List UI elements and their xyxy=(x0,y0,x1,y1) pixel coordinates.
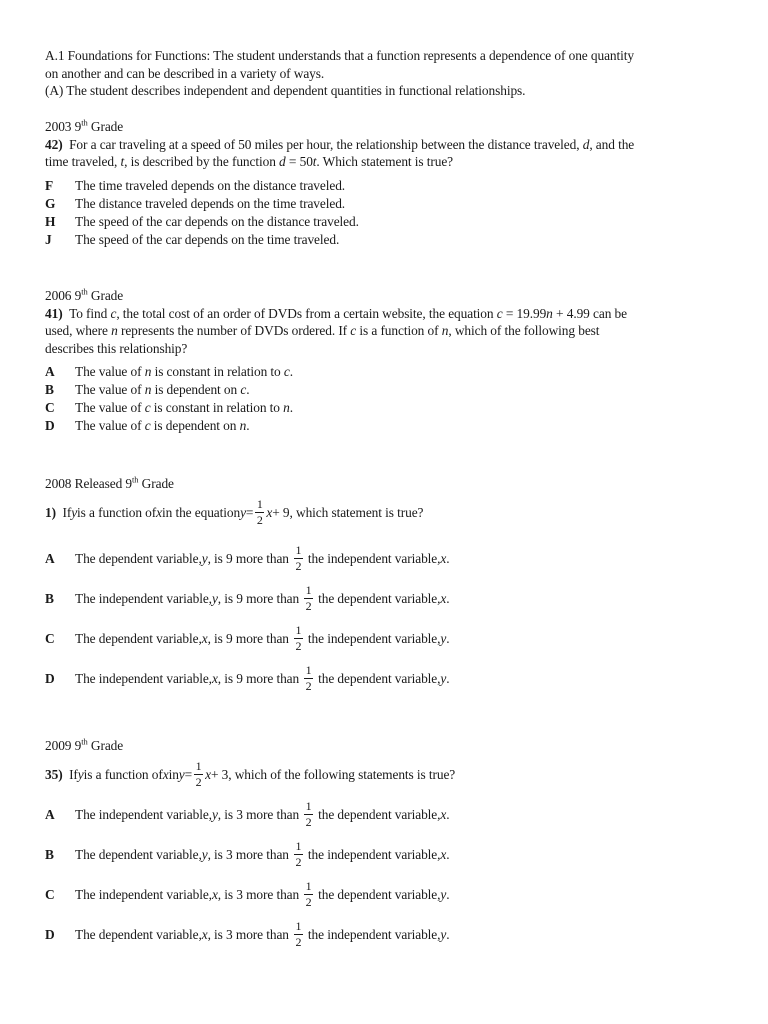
answer-option[interactable] xyxy=(45,363,735,381)
question-number: 41) xyxy=(45,305,63,321)
stem-text: = xyxy=(245,504,254,520)
option-pre: The dependent variable, xyxy=(75,630,202,646)
var: n xyxy=(144,382,152,397)
var: n xyxy=(283,400,290,415)
var: t xyxy=(312,154,317,169)
question-2003 xyxy=(45,118,735,249)
var: y xyxy=(440,630,447,646)
stem-text: is a function of xyxy=(356,323,442,338)
option-pre: The value of xyxy=(75,382,145,397)
var: y xyxy=(201,846,208,862)
answer-option[interactable] xyxy=(45,875,735,915)
stem-text: is a function of xyxy=(83,766,163,782)
option-pre: The dependent variable, xyxy=(75,846,202,862)
option-pre: The dependent variable, xyxy=(75,926,202,942)
stem-text: + 3, which of the following statements is true? xyxy=(210,766,456,782)
option-letter: B xyxy=(45,382,54,397)
answer-option[interactable] xyxy=(45,213,735,231)
fraction xyxy=(304,664,313,693)
fraction-denominator: 2 xyxy=(295,639,302,653)
source-sup: th xyxy=(81,736,88,747)
option-pre: The independent variable, xyxy=(75,806,212,822)
question-stem-2 xyxy=(45,322,735,340)
question-stem-2 xyxy=(45,153,735,171)
var: c xyxy=(350,323,357,338)
answer-option[interactable] xyxy=(45,795,735,835)
var: y xyxy=(440,926,447,942)
stem-text: represents the number of DVDs ordered. If xyxy=(117,323,351,338)
option-post: . xyxy=(289,364,293,379)
stem-text: If xyxy=(69,766,78,782)
fraction xyxy=(255,498,264,527)
option-post: the independent variable, xyxy=(307,926,441,942)
stem-text: used, where xyxy=(45,323,112,338)
option-mid: , is 3 more than xyxy=(217,806,300,822)
var: n xyxy=(144,364,152,379)
question-source xyxy=(45,475,735,493)
question-2009 xyxy=(45,737,735,955)
fraction-numerator: 1 xyxy=(295,839,302,853)
option-mid: is dependent on xyxy=(151,382,241,397)
fraction xyxy=(304,880,313,909)
var: t xyxy=(120,154,125,169)
option-post: the independent variable, xyxy=(307,630,441,646)
fraction xyxy=(294,920,303,949)
var: x xyxy=(440,806,447,822)
fraction-numerator: 1 xyxy=(295,623,302,637)
var: x xyxy=(162,766,169,782)
option-pre: The dependent variable, xyxy=(75,550,202,566)
option-text: The speed of the car depends on the distance traveled. xyxy=(75,213,359,229)
standard-line-1: A.1 Foundations for Functions: The student understands that a function represents a dependence of one quantity xyxy=(45,48,634,63)
source-sup: th xyxy=(81,117,88,128)
stem-text: If xyxy=(62,504,72,520)
option-mid: , is 3 more than xyxy=(207,926,289,942)
standard-line-2: on another and can be described in a variety of ways. xyxy=(45,65,325,81)
option-letter: H xyxy=(45,213,56,229)
stem-text: For a car traveling at a speed of 50 miles per hour, the relationship between the distance traveled, xyxy=(69,136,583,152)
answer-option[interactable] xyxy=(45,659,735,699)
question-number: 1) xyxy=(45,504,56,520)
question-source xyxy=(45,287,735,305)
option-post: the dependent variable, xyxy=(318,670,441,686)
fraction-denominator: 2 xyxy=(305,895,312,909)
answer-option[interactable] xyxy=(45,417,735,435)
fraction-denominator: 2 xyxy=(305,599,312,613)
stem-text: = xyxy=(184,766,193,782)
option-mid: is constant in relation to xyxy=(150,400,284,415)
source-grade: Grade xyxy=(87,119,124,134)
fraction-numerator: 1 xyxy=(305,583,312,597)
source-year: 2008 Released 9 xyxy=(45,476,133,491)
stem-text: , is described by the function xyxy=(124,154,280,169)
option-end: . xyxy=(446,806,450,822)
option-pre: The value of xyxy=(75,364,145,379)
question-number: 42) xyxy=(45,136,63,152)
option-post: . xyxy=(246,382,250,397)
option-post: the dependent variable, xyxy=(318,886,441,902)
var: x xyxy=(156,504,162,520)
option-end: . xyxy=(446,630,450,646)
stem-text: + 9, which statement is true? xyxy=(272,504,424,520)
fraction-denominator: 2 xyxy=(295,559,302,573)
stem-text: To find xyxy=(69,305,111,321)
option-letter: A xyxy=(45,364,55,379)
option-text: The time traveled depends on the distance traveled. xyxy=(75,177,346,193)
source-grade: Grade xyxy=(87,288,124,303)
answer-option[interactable] xyxy=(45,915,735,955)
option-text: The distance traveled depends on the time traveled. xyxy=(75,195,346,211)
fraction-denominator: 2 xyxy=(305,679,312,693)
var: d xyxy=(582,136,590,152)
var: y xyxy=(440,670,447,686)
question-2008 xyxy=(45,475,735,699)
option-mid: , is 9 more than xyxy=(217,590,300,606)
answer-option[interactable] xyxy=(45,835,735,875)
stem-text: in xyxy=(168,766,179,782)
standard-line-3: (A) The student describes independent and dependent quantities in functional relationships. xyxy=(45,83,526,98)
fraction-denominator: 2 xyxy=(195,775,202,789)
fraction xyxy=(294,840,303,869)
question-source xyxy=(45,737,735,755)
answer-option[interactable] xyxy=(45,195,735,213)
source-grade: Grade xyxy=(87,738,124,753)
answer-option[interactable] xyxy=(45,619,735,659)
answer-option[interactable] xyxy=(45,579,735,619)
option-mid: , is 3 more than xyxy=(217,886,300,902)
var: c xyxy=(144,418,151,433)
fraction-numerator: 1 xyxy=(305,799,312,813)
option-text: The speed of the car depends on the time traveled. xyxy=(75,231,340,247)
source-sup: th xyxy=(132,474,139,485)
fraction-numerator: 1 xyxy=(305,663,312,677)
option-end: . xyxy=(446,846,450,862)
source-grade: Grade xyxy=(138,476,174,491)
var: c xyxy=(496,305,503,321)
option-mid: , is 9 more than xyxy=(207,630,289,646)
var: d xyxy=(279,154,286,169)
stem-text: time traveled, xyxy=(45,154,121,169)
option-mid: , is 3 more than xyxy=(207,846,289,862)
option-post: the independent variable, xyxy=(307,550,441,566)
var: x xyxy=(211,670,218,686)
var: c xyxy=(144,400,151,415)
option-pre: The value of xyxy=(75,418,145,433)
source-year: 2009 9 xyxy=(45,738,82,753)
option-text xyxy=(75,399,293,417)
question-stem-3: describes this relationship? xyxy=(45,340,188,356)
var: x xyxy=(211,886,218,902)
question-source xyxy=(45,118,735,136)
var: y xyxy=(240,504,246,520)
option-letter: C xyxy=(45,400,55,415)
option-text xyxy=(75,363,293,381)
var: n xyxy=(546,305,553,321)
standard-header xyxy=(45,47,735,100)
var: y xyxy=(77,766,84,782)
option-letter: D xyxy=(45,926,55,942)
fraction xyxy=(304,800,313,829)
source-year: 2006 9 xyxy=(45,288,82,303)
option-text xyxy=(75,417,249,435)
answer-option[interactable] xyxy=(45,381,735,399)
var: n xyxy=(441,323,449,338)
option-letter: B xyxy=(45,846,54,862)
answer-option[interactable] xyxy=(45,399,735,417)
answer-option[interactable] xyxy=(45,177,735,195)
var: y xyxy=(440,886,447,902)
fraction-denominator: 2 xyxy=(305,815,312,829)
option-letter: C xyxy=(45,886,55,902)
answer-option[interactable] xyxy=(45,231,735,249)
option-letter: B xyxy=(45,590,54,606)
var: c xyxy=(283,364,290,379)
fraction-numerator: 1 xyxy=(256,497,263,511)
var: c xyxy=(110,305,117,321)
stem-text: + 4.99 can be xyxy=(552,305,627,321)
var: x xyxy=(440,846,447,862)
option-mid: , is 9 more than xyxy=(217,670,300,686)
option-post: the independent variable, xyxy=(307,846,441,862)
var: x xyxy=(440,550,447,566)
question-number: 35) xyxy=(45,766,63,782)
fraction-denominator: 2 xyxy=(256,513,263,527)
var: x xyxy=(266,504,273,520)
fraction-denominator: 2 xyxy=(295,855,302,869)
option-letter: J xyxy=(45,231,52,247)
option-post: . xyxy=(289,400,293,415)
var: y xyxy=(211,806,218,822)
question-stem xyxy=(45,755,735,795)
option-mid: is dependent on xyxy=(150,418,240,433)
var: y xyxy=(201,550,208,566)
var: n xyxy=(239,418,247,433)
option-letter: C xyxy=(45,630,55,646)
source-year: 2003 9 xyxy=(45,119,82,134)
answer-option[interactable] xyxy=(45,539,735,579)
stem-text: is a function of xyxy=(77,504,157,520)
option-end: . xyxy=(446,926,450,942)
fraction-numerator: 1 xyxy=(295,543,302,557)
stem-text: = 50 xyxy=(285,154,313,169)
fraction xyxy=(294,544,303,573)
option-letter: G xyxy=(45,195,56,211)
stem-text: , the total cost of an order of DVDs from a certain website, the equation xyxy=(116,305,497,321)
option-letter: A xyxy=(45,550,55,566)
question-stem xyxy=(45,493,735,533)
option-pre: The independent variable, xyxy=(75,590,212,606)
source-sup: th xyxy=(81,286,88,297)
stem-text: , and the xyxy=(589,136,635,152)
var: x xyxy=(440,590,447,606)
var: y xyxy=(178,766,185,782)
var: y xyxy=(211,590,218,606)
fraction xyxy=(304,584,313,613)
stem-text: = 19.99 xyxy=(502,305,547,321)
option-letter: D xyxy=(45,418,55,433)
var: n xyxy=(111,323,118,338)
fraction-numerator: 1 xyxy=(295,919,302,933)
option-end: . xyxy=(446,886,450,902)
fraction-denominator: 2 xyxy=(295,935,302,949)
var: x xyxy=(201,630,208,646)
question-2006 xyxy=(45,287,735,435)
fraction-numerator: 1 xyxy=(195,759,202,773)
option-end: . xyxy=(446,550,450,566)
option-letter: D xyxy=(45,670,55,686)
option-mid: is constant in relation to xyxy=(151,364,284,379)
var: x xyxy=(201,926,208,942)
stem-text: , which of the following best xyxy=(448,323,600,338)
var: c xyxy=(240,382,247,397)
fraction-numerator: 1 xyxy=(305,879,312,893)
option-letter: F xyxy=(45,177,54,193)
option-letter: A xyxy=(45,806,55,822)
option-pre: The independent variable, xyxy=(75,886,212,902)
var: x xyxy=(205,766,211,782)
option-post: the dependent variable, xyxy=(318,590,441,606)
option-end: . xyxy=(446,590,450,606)
option-end: . xyxy=(446,670,450,686)
option-post: the dependent variable, xyxy=(318,806,441,822)
fraction xyxy=(194,760,203,789)
option-pre: The value of xyxy=(75,400,145,415)
fraction xyxy=(294,624,303,653)
stem-text: . Which statement is true? xyxy=(316,154,454,169)
stem-text: in the equation xyxy=(161,504,241,520)
option-text xyxy=(75,381,249,399)
option-mid: , is 9 more than xyxy=(207,550,289,566)
option-pre: The independent variable, xyxy=(75,670,212,686)
question-stem xyxy=(45,136,735,154)
question-stem xyxy=(45,305,735,323)
option-post: . xyxy=(246,418,250,433)
var: y xyxy=(71,504,78,520)
